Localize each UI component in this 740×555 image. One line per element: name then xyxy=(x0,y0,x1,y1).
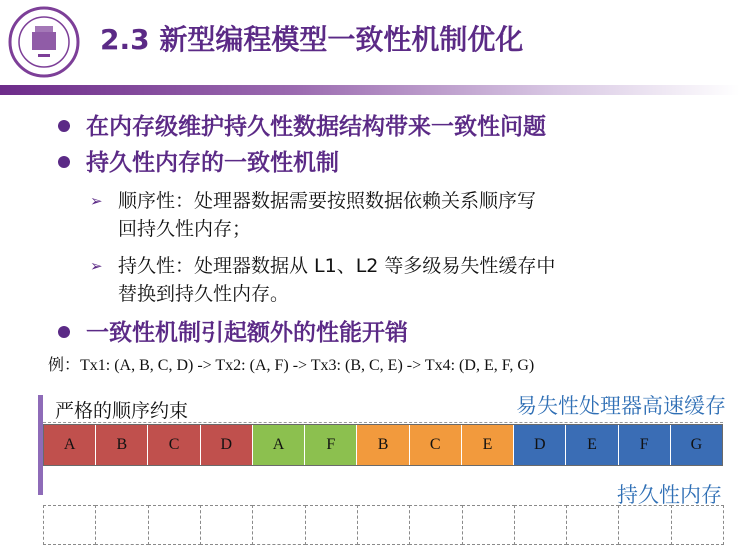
bullet-dot-icon xyxy=(58,120,70,132)
bullet-dot-icon xyxy=(58,326,70,338)
persistent-memory-cell xyxy=(409,505,462,545)
arrow-bullet-icon: ➢ xyxy=(90,192,103,210)
cache-cell: E xyxy=(462,425,514,465)
persistent-memory-row xyxy=(43,505,723,545)
cache-cell: A xyxy=(44,425,96,465)
cache-cell: D xyxy=(201,425,253,465)
title-divider xyxy=(0,85,740,95)
cache-cell: C xyxy=(148,425,200,465)
sub-bullet-1 xyxy=(90,187,730,243)
volatile-cache-row xyxy=(43,424,723,466)
cache-divider-line xyxy=(43,422,723,423)
cache-cell: F xyxy=(305,425,357,465)
persistent-memory-cell xyxy=(514,505,567,545)
volatile-cache-label: 易失性处理器高速缓存 xyxy=(516,394,726,418)
bullet-3-text: 一致性机制引起额外的性能开销 xyxy=(86,320,408,346)
persistent-memory-cell xyxy=(618,505,671,545)
bullet-2-text: 持久性内存的一致性机制 xyxy=(86,150,339,176)
cache-cell: C xyxy=(410,425,462,465)
sub-bullet-2-line1: 持久性：处理器数据从 L1、L2 等多级易失性缓存中 xyxy=(118,255,556,277)
sub-bullet-1-line1: 顺序性：处理器数据需要按照数据依赖关系顺序写 xyxy=(118,190,537,212)
persistent-memory-cell xyxy=(671,505,724,545)
persistent-memory-cell xyxy=(357,505,410,545)
bullet-1 xyxy=(58,108,546,141)
cache-cell: F xyxy=(619,425,671,465)
persistent-memory-cell xyxy=(95,505,148,545)
sub-bullet-2 xyxy=(90,252,730,308)
persistent-memory-cell xyxy=(462,505,515,545)
slide-title: 2.3 新型编程模型一致性机制优化 xyxy=(100,23,524,56)
cache-cell: E xyxy=(566,425,618,465)
sub-bullet-2-line2: 替换到持久性内存。 xyxy=(118,283,290,305)
sub-bullet-1-line2: 回持久性内存； xyxy=(118,218,252,240)
persistent-memory-cell xyxy=(566,505,619,545)
cache-cell: G xyxy=(671,425,722,465)
ordering-label: 严格的顺序约束 xyxy=(55,400,189,422)
university-seal-logo xyxy=(8,6,80,78)
persistent-memory-label: 持久性内存 xyxy=(617,483,722,507)
persistent-memory-cell xyxy=(148,505,201,545)
arrow-bullet-icon: ➢ xyxy=(90,257,103,275)
bullet-dot-icon xyxy=(58,156,70,168)
persistent-memory-cell xyxy=(200,505,253,545)
cache-cell: B xyxy=(357,425,409,465)
persistent-memory-cell xyxy=(305,505,358,545)
cache-cell: B xyxy=(96,425,148,465)
persistent-memory-cell xyxy=(252,505,305,545)
persistent-memory-cell xyxy=(43,505,96,545)
bullet-2 xyxy=(58,144,339,177)
cache-cell: D xyxy=(514,425,566,465)
transaction-example: 例：Tx1: (A, B, C, D) -> Tx2: (A, F) -> Tx3: (B, C, E) -> Tx4: (D, E, F, G) xyxy=(48,357,535,374)
bullet-1-text: 在内存级维护持久性数据结构带来一致性问题 xyxy=(86,114,546,140)
bullet-3 xyxy=(58,314,408,347)
cache-cell: A xyxy=(253,425,305,465)
